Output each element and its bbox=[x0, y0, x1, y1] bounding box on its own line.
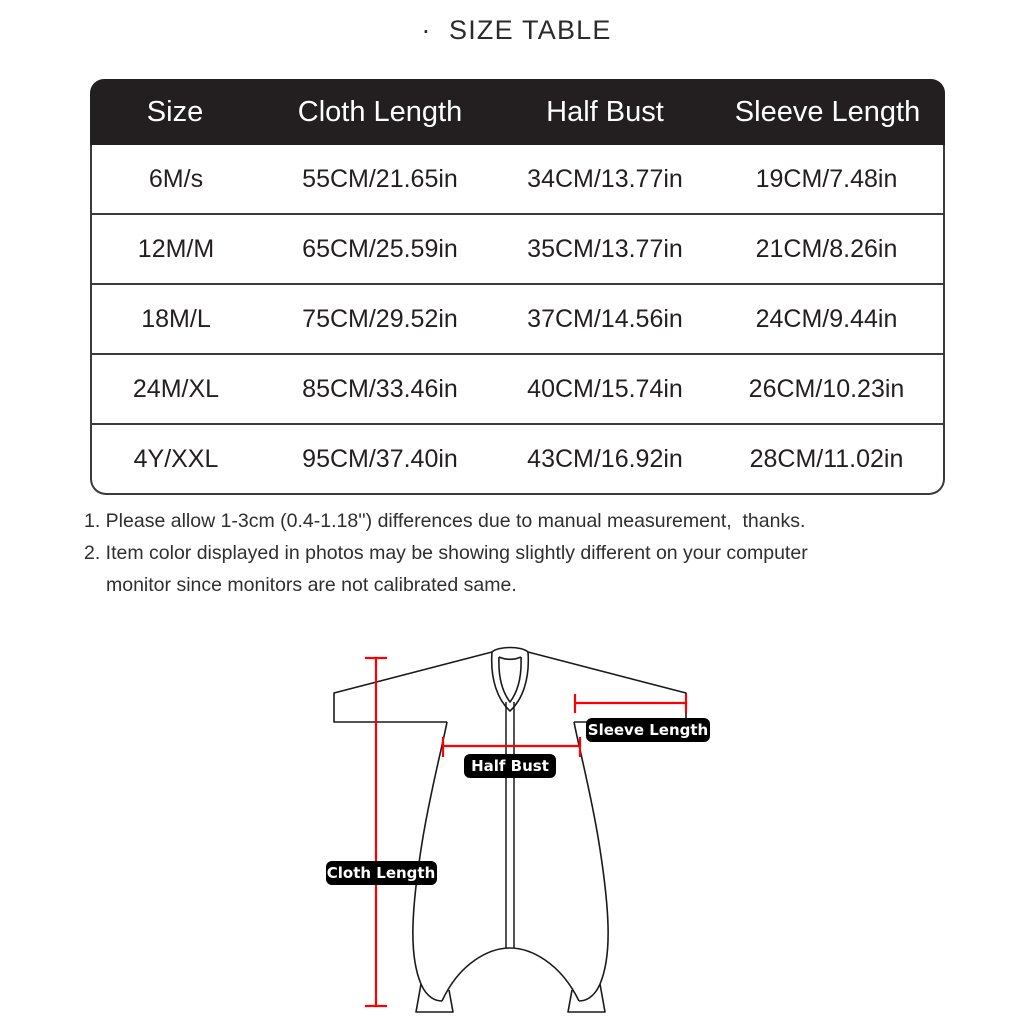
column-header-size: Size bbox=[90, 79, 260, 145]
page-title: · SIZE TABLE bbox=[421, 15, 612, 45]
table-header bbox=[90, 79, 945, 145]
sleeve-length-measure-line bbox=[575, 694, 686, 713]
cloth-length-label-text: Cloth Length bbox=[326, 864, 436, 882]
notes-section bbox=[84, 505, 964, 601]
zipper-icon bbox=[506, 702, 514, 948]
half-bust-label-badge bbox=[464, 754, 556, 778]
cell-cloth-length: 65CM/25.59in bbox=[260, 215, 500, 285]
cell-size: 4Y/XXL bbox=[90, 425, 260, 495]
cloth-length-measure-line bbox=[365, 658, 387, 1006]
cell-sleeve-length: 19CM/7.48in bbox=[710, 145, 945, 215]
cell-size: 6M/s bbox=[90, 145, 260, 215]
size-table bbox=[90, 79, 945, 495]
cell-cloth-length: 55CM/21.65in bbox=[260, 145, 500, 215]
table-row bbox=[90, 425, 945, 495]
cell-cloth-length: 75CM/29.52in bbox=[260, 285, 500, 355]
cell-sleeve-length: 28CM/11.02in bbox=[710, 425, 945, 495]
note-line-1: 1. Please allow 1-3cm (0.4-1.18'') differences due to manual measurement, thanks. bbox=[84, 510, 806, 532]
cell-size: 12M/M bbox=[90, 215, 260, 285]
cloth-length-label-badge bbox=[326, 861, 437, 885]
size-table-container bbox=[90, 79, 945, 495]
table-row bbox=[90, 285, 945, 355]
cell-half-bust: 37CM/14.56in bbox=[500, 285, 710, 355]
table-row bbox=[90, 355, 945, 425]
half-bust-label-text: Half Bust bbox=[471, 757, 549, 775]
cell-size: 18M/L bbox=[90, 285, 260, 355]
garment-measurement-diagram bbox=[290, 618, 730, 1033]
note-line-2: 2. Item color displayed in photos may be showing slightly different on your computer bbox=[84, 542, 808, 564]
cell-half-bust: 43CM/16.92in bbox=[500, 425, 710, 495]
cell-half-bust: 34CM/13.77in bbox=[500, 145, 710, 215]
table-row bbox=[90, 145, 945, 215]
column-header-cloth-length: Cloth Length bbox=[260, 79, 500, 145]
column-header-sleeve-length: Sleeve Length bbox=[710, 79, 945, 145]
cell-cloth-length: 95CM/37.40in bbox=[260, 425, 500, 495]
table-header-row bbox=[90, 79, 945, 145]
table-body bbox=[90, 145, 945, 495]
table-row bbox=[90, 215, 945, 285]
cell-half-bust: 40CM/15.74in bbox=[500, 355, 710, 425]
cell-size: 24M/XL bbox=[90, 355, 260, 425]
sleeve-length-label-text: Sleeve Length bbox=[587, 721, 709, 739]
cell-cloth-length: 85CM/33.46in bbox=[260, 355, 500, 425]
cell-sleeve-length: 26CM/10.23in bbox=[710, 355, 945, 425]
cell-sleeve-length: 24CM/9.44in bbox=[710, 285, 945, 355]
sleeve-length-label-badge bbox=[586, 718, 710, 742]
note-line-2-continued: monitor since monitors are not calibrated same. bbox=[106, 574, 517, 596]
cell-sleeve-length: 21CM/8.26in bbox=[710, 215, 945, 285]
column-header-half-bust: Half Bust bbox=[500, 79, 710, 145]
cell-half-bust: 35CM/13.77in bbox=[500, 215, 710, 285]
